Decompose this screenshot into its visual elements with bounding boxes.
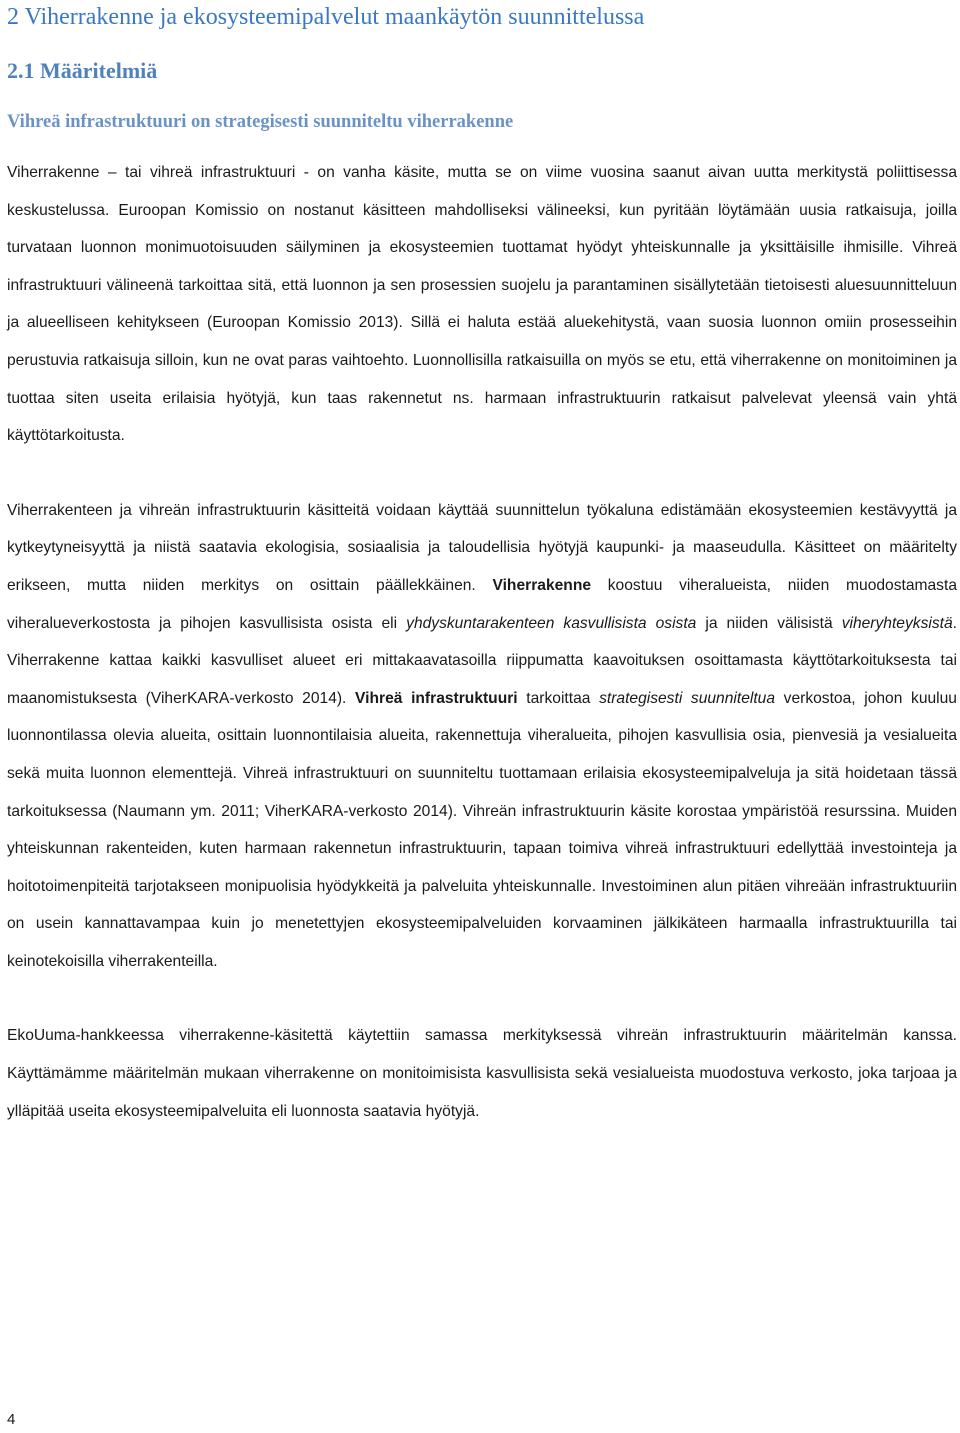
paragraph-2-text-5: tarkoittaa <box>526 689 591 707</box>
paragraph-2-text-1: Viherrakenteen ja vihreän infrastruktuurin käsitteitä voidaan käyttää suunnittelun työkaluna edistämään ekosysteemien kestävyyttä ja kytkeytyneisyyttä ja niistä saatavia ekologisia, sosiaalisia ja taloudellisia hyötyjä kaupunki- ja maaseudulla. Käsitteet on määritelty erikseen, mutta niiden merkitys on osittain päällekkäinen. <box>7 501 957 594</box>
section-heading: 2.1 Määritelmiä <box>7 58 158 83</box>
italic-term-3: strategisesti suunniteltua <box>599 689 776 707</box>
paragraph-1: Viherrakenne – tai vihreä infrastruktuuri - on vanha käsite, mutta se on viime vuosina saanut aivan uutta merkitystä poliittisessa keskustelussa. Euroopan Komissio on nostanut käsitteen mahdolliseksi välineeksi, kun pyritään löytämään uusia ratkaisuja, joilla turvataan luonnon monimuotoisuuden säilyminen ja ekosysteemien tuottamat hyödyt yhteiskunnalle ja yksittäisille ihmisille. Vihreä infrastruktuuri välineenä tarkoittaa sitä, että luonnon ja sen prosessien suojelu ja parantaminen sisällytetään tietoisesti aluesuunnitteluun ja alueelliseen kehitykseen (Euroopan Komissio 2013). Sillä ei haluta estää aluekehitystä, vaan suosia luonnon omiin prosesseihin perustuvia ratkaisuja silloin, kun ne ovat paras vaihtoehto. Luonnollisilla ratkaisuilla on myös se etu, että viherrakenne on monitoiminen ja tuottaa siten useita erilaisia hyötyjä, kun taas rakennetut ns. harmaan infrastruktuurin ratkaisut palvelevat yleensä vain yhtä käyttötarkoitusta. <box>7 164 957 445</box>
term-vihrea-infrastruktuuri: Vihreä infrastruktuuri <box>355 689 518 707</box>
paragraph-3: EkoUuma-hankkeessa viherrakenne-käsitettä käytettiin samassa merkityksessä vihreän infrastruktuurin määritelmän kanssa. Käyttämämme määritelmän mukaan viherrakenne on monitoimisista kasvullisista sekä vesialueista muodostuva verkosto, joka tarjoaa ja ylläpitää useita ekosysteemipalveluita eli luonnosta saatavia hyötyjä. <box>7 1027 957 1120</box>
paragraph-2-text-2: koostuu viheralueista, niiden muodostamasta viheralueverkostosta ja pihojen kasvullisista osista eli <box>7 576 957 632</box>
document-page <box>7 0 957 1130</box>
paragraph-2-text-4: . Viherrakenne kattaa kaikki kasvulliset alueet eri mittakaavatasoilla riippumatta kaavoituksen osoittamasta käyttötarkoituksesta tai maanomistuksesta (ViherKARA-verkosto 2014). <box>7 614 957 707</box>
paragraph-2-text-6: verkostoa, johon kuuluu luonnontilassa olevia alueita, osittain luonnontilaisia alueita, rakennettuja viheralueita, pihojen kasvullisia osia, pienvesiä ja vesialueita sekä muita luonnon elementtejä. Vihreä infrastruktuuri on suunniteltu tuottamaan erilaisia ekosysteemipalveluja ja sitä hoidetaan tässä tarkoituksessa (Naumann ym. 2011; ViherKARA-verkosto 2014). Vihreän infrastruktuurin käsite korostaa ympäristöä resurssina. Muiden yhteiskunnan rakenteiden, kuten harmaan rakennetun infrastruktuurin, tapaan toimiva vihreä infrastruktuuri edellyttää investointeja ja hoitotoimenpiteitä tarjotakseen monipuolisia hyödykkeitä ja palveluita yhteiskunnalle. Investoiminen alun pitäen vihreään infrastruktuuriin on usein kannattavampaa kuin jo menetettyjen ekosysteemipalveluiden korvaaminen jälkikäteen harmaalla infrastruktuurilla tai keinotekoisilla viherrakenteilla. <box>7 689 957 970</box>
chapter-heading: 2 Viherrakenne ja ekosysteemipalvelut maankäytön suunnittelussa <box>7 4 645 30</box>
italic-term-2: viheryhteyksistä <box>841 614 953 632</box>
page-number: 4 <box>7 1411 16 1428</box>
term-viherrakenne: Viherrakenne <box>492 576 592 594</box>
subsection-heading: Vihreä infrastruktuuri on strategisesti suunniteltu viherrakenne <box>7 112 514 132</box>
paragraph-2 <box>7 492 957 981</box>
italic-term-1: yhdyskuntarakenteen kasvullisista osista <box>406 614 697 632</box>
paragraph-2-text-3: ja niiden välisistä <box>705 614 833 632</box>
